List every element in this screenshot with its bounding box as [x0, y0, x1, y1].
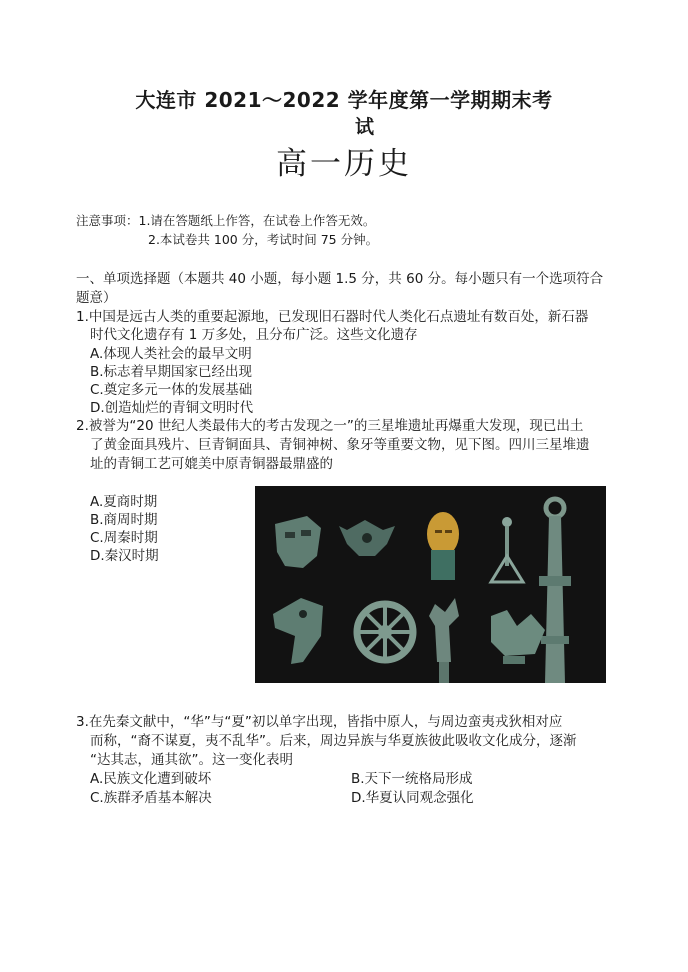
notice-line2: 2.本试卷共 100 分，考试时间 75 分钟。 — [148, 232, 379, 247]
q3-option-b: B.天下一统格局形成 — [351, 771, 473, 787]
q3-option-d: D.华夏认同观念强化 — [351, 790, 474, 806]
section-heading-line2: 题意） — [76, 290, 117, 306]
q1-stem-line2: 时代文化遗存有 1 万多处，且分布广泛。这些文化遗存 — [90, 327, 418, 343]
q1-stem-line1: 1.中国是远古人类的重要起源地，已发现旧石器时代人类化石点遗址有数百处，新石器 — [76, 309, 589, 325]
q2-stem-line1: 2.被誉为“20 世纪人类最伟大的考古发现之一”的三星堆遗址再爆重大发现，现已出土 — [76, 418, 584, 434]
q2-stem-line3: 址的青铜工艺可媲美中原青铜器最鼎盛的 — [90, 456, 333, 472]
q1-option-d: D.创造灿烂的青铜文明时代 — [90, 400, 254, 416]
subject-title: 高一历史 — [276, 146, 412, 182]
q1-option-a: A.体现人类社会的最早文明 — [90, 346, 252, 362]
notice-line1: 注意事项：1.请在答题纸上作答，在试卷上作答无效。 — [76, 213, 376, 228]
q2-stem-line2: 了黄金面具残片、巨青铜面具、青铜神树、象牙等重要文物，见下图。四川三星堆遗 — [90, 437, 590, 453]
q2-option-d: D.秦汉时期 — [90, 548, 159, 564]
bronze-artifacts-photo — [255, 486, 606, 683]
q3-option-c: C.族群矛盾基本解决 — [90, 790, 212, 806]
q2-option-b: B.商周时期 — [90, 512, 158, 528]
exam-title-line1: 大连市 2021～2022 学年度第一学期期末考 — [135, 88, 553, 112]
q3-option-a: A.民族文化遭到破坏 — [90, 771, 212, 787]
q3-stem-line1: 3.在先秦文献中，“华”与“夏”初以单字出现，皆指中原人，与周边蛮夷戎狄相对应 — [76, 714, 563, 730]
q2-option-a: A.夏商时期 — [90, 494, 158, 510]
q1-option-b: B.标志着早期国家已经出现 — [90, 364, 253, 380]
q3-stem-line2: 而称，“裔不谋夏，夷不乱华”。后来，周边异族与华夏族彼此吸收文化成分，逐渐 — [90, 733, 577, 749]
section-heading-line1: 一、单项选择题（本题共 40 小题，每小题 1.5 分，共 60 分。每小题只有一个选项符合 — [76, 271, 604, 287]
gold-mask-head-artifact — [427, 512, 459, 580]
exam-title-line2: 试 — [355, 116, 375, 138]
q3-stem-line3: “达其志，通其欲”。这一变化表明 — [90, 752, 293, 768]
q1-option-c: C.奠定多元一体的发展基础 — [90, 382, 253, 398]
bronze-wheel-artifact — [357, 604, 413, 660]
q2-option-c: C.周秦时期 — [90, 530, 158, 546]
